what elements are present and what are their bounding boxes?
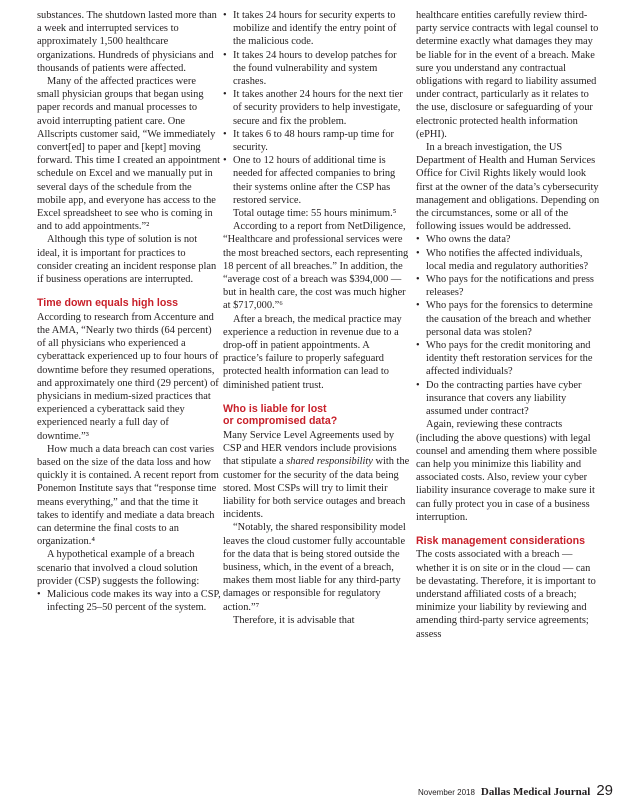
paragraph: A hypothetical example of a breach scenario that involved a cloud solution provider (CSP) suggests the following: (37, 549, 200, 587)
section-heading-risk-management: Risk management considerations (416, 534, 585, 547)
list-item: • It takes 6 to 48 hours ramp-up time for security. (223, 128, 411, 154)
list-item: • Who owns the data? (416, 233, 600, 246)
page-number: 29 (596, 782, 613, 799)
list-item: • It takes 24 hours to develop patches for the found vulnerability and system crashes. (223, 49, 411, 89)
emphasis: shared responsibility (286, 456, 373, 468)
paragraph: Total outage time: 55 hours minimum.⁵ (233, 208, 397, 220)
bullet-list (416, 233, 600, 418)
list-item: • Do the contracting parties have cyber insurance that covers any liability assumed under contract? (416, 379, 600, 419)
paragraph: In a breach investigation, the US Department of Health and Human Services Office for Civil Rights likely would look first at the owner of the data’s cybersecurity management and obligations. Depending on the circumstances, some or all of the following issues would be addressed. (416, 142, 600, 233)
column-2 (223, 9, 411, 627)
page-footer (418, 782, 613, 799)
list-item: • Who pays for the credit monitoring and identity theft restoration services for the affected individuals? (416, 339, 600, 379)
issue-date: November 2018 (418, 788, 475, 797)
paragraph: The costs associated with a breach — whether it is on site or in the cloud — can be devastating. Therefore, it is important to understand affiliated costs of a breach; minimize your liability by reviewing and amending third-party service agreements; assess (416, 549, 596, 640)
section-heading-time-down: Time down equals high loss (37, 297, 179, 310)
list-item: • Malicious code makes its way into a CSP, infecting 25–50 percent of the system. (37, 588, 221, 614)
list-item: • It takes another 24 hours for the next tier of security providers to help investigate, secure and fix the problem. (223, 88, 411, 128)
paragraph: Although this type of solution is not ideal, it is important for practices to consider creating an incident response plan if business operations are interrupted. (37, 234, 217, 286)
list-item: • It takes 24 hours for security experts to mobilize and identify the entry point of the malicious code. (223, 9, 411, 49)
list-item: • One to 12 hours of additional time is needed for affected companies to bring their systems online after the CSP has restored service. (223, 154, 411, 207)
paragraph: How much a data breach can cost varies based on the size of the data loss and how quickly it is contained. A recent report from Ponemon Institute says that “response time means everything,” and that the time it takes to identify and mediate a data breach can determine the final costs to an organization.⁴ (37, 443, 219, 548)
paragraph: After a breach, the medical practice may experience a reduction in revenue due to a drop-off in patient appointments. A practice’s failure to properly safeguard protected health information can lead to diminished patient trust. (223, 313, 402, 391)
paragraph: Many Service Level Agreements used by CSP and HER vendors include provisions that stipulate a shared responsibility with the customer for the security of the data being stored. Most CSPs will try to limit their liability for both service outages and breach incidents. (223, 429, 410, 521)
list-item: • Who pays for the forensics to determine the causation of the breach and whether personal data was stolen? (416, 299, 600, 339)
section-heading-liability (223, 403, 411, 428)
list-item: • Who pays for the notifications and press releases? (416, 273, 600, 299)
column-1 (37, 9, 221, 614)
paragraph: “Notably, the shared responsibility model leaves the cloud customer fully accountable for the data that is being stored outside the business, which, in the event of a breach, makes them most liable for any third-party damages or responsible for regulatory action.”⁷ (223, 522, 406, 613)
paragraph: Again, reviewing these contracts (including the above questions) with legal counsel and amending them where possible can help you minimize this liability and associated costs. Also, review your cyber liability insurance coverage to make sure it can fully protect you in case of a business interruption. (416, 419, 597, 523)
heading-line: Who is liable for lost (223, 402, 327, 415)
paragraph: According to a report from NetDiligence, “Healthcare and professional services were the most breached sectors, each representing 18 percent of all breaches.” In addition, the “average cost of a breach was $394,000 — but in health care, the cost was much higher at $717,000.”⁶ (223, 221, 409, 312)
paragraph: According to research from Accenture and the AMA, “Nearly two thirds (64 percent) of all physicians who experienced a cyberattack experienced up to four hours of downtime before they resumed operations, and approximately one third (29 percent) of physicians in medium-sized practices that experienced a cyberattack said they experienced nearly a full day of downtime.”³ (37, 311, 219, 442)
paragraph: substances. The shutdown lasted more than a week and interrupted services to approximately 1,500 healthcare organizations. Hundreds of physicians and thousands of patients were affected. (37, 10, 217, 74)
heading-line: or compromised data? (223, 415, 338, 428)
bullet-list (223, 9, 411, 207)
list-item: • Who notifies the affected individuals, local media and regulatory authorities? (416, 247, 600, 273)
journal-name: Dallas Medical Journal (480, 786, 591, 798)
column-3 (416, 9, 600, 641)
paragraph: Many of the affected practices were small physician groups that began using paper records and manual processes to avoid interrupting patient care. One Allscripts customer said, “We immediately convert[ed] to paper and [kept] moving forward. This time I created an appointment schedule on Excel and we manually put in several days of the schedule from the mobile app, and everyone has access to the Excel spreadsheet to see who is coming in and to add appointments.”² (37, 76, 221, 233)
paragraph: Therefore, it is advisable that (233, 614, 355, 626)
bullet-list (37, 588, 221, 614)
paragraph: healthcare entities carefully review third-party service contracts with legal counsel to determine exactly what damages they may be liable for in the event of a breach. Make sure you understand any contractual obligations with regard to liability assumed under contract, particularly as it relates to the use, disclosure or safeguarding of your electronic protected health information (ePHI). (416, 10, 599, 140)
